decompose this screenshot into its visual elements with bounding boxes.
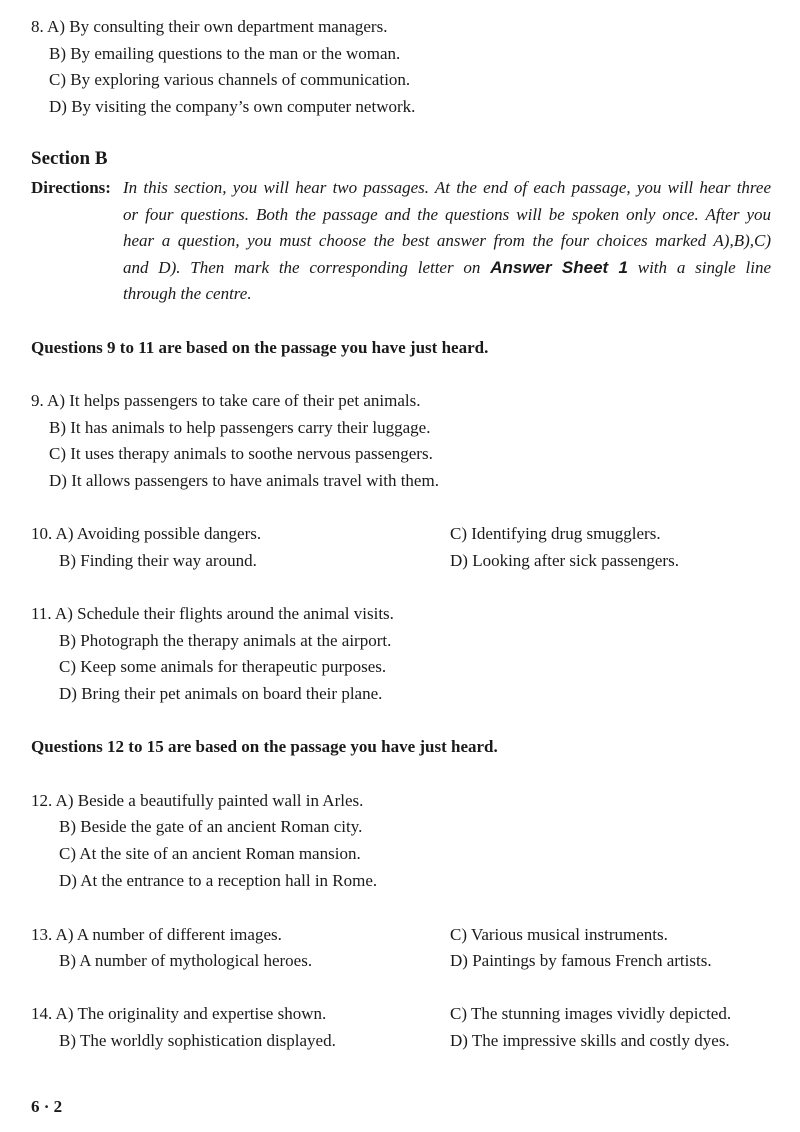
page-number: 6 · 2 <box>31 1097 63 1116</box>
q10-option-b: B) Finding their way around. <box>59 551 257 570</box>
q11-option-a: 11. A) Schedule their flights around the animal visits. <box>31 604 394 623</box>
directions-line-1: In this section, you will hear two passages. At the end of each passage, you will hear three <box>123 178 771 197</box>
q8-option-d: D) By visiting the company’s own computer network. <box>49 97 416 116</box>
questions-9-11-heading: Questions 9 to 11 are based on the passage you have just heard. <box>31 338 489 357</box>
questions-12-15-heading: Questions 12 to 15 are based on the passage you have just heard. <box>31 737 498 756</box>
q14-option-b: B) The worldly sophistication displayed. <box>59 1031 336 1050</box>
directions-line-4-post: with a single line <box>637 258 772 277</box>
directions-line-5: through the centre. <box>123 284 252 303</box>
q9-option-b: B) It has animals to help passengers carry their luggage. <box>49 418 431 437</box>
q8-option-c: C) By exploring various channels of communication. <box>49 70 411 89</box>
directions-line-3: hear a question, you must choose the best answer from the four choices marked A),B),C) <box>123 231 771 250</box>
answer-sheet-label: Answer Sheet 1 <box>490 258 628 277</box>
q8-option-a: 8. A) By consulting their own department managers. <box>31 17 388 36</box>
q14-option-c: C) The stunning images vividly depicted. <box>450 1004 732 1023</box>
q10-option-a: 10. A) Avoiding possible dangers. <box>31 524 262 543</box>
q13-option-d: D) Paintings by famous French artists. <box>450 951 712 970</box>
q8-option-b: B) By emailing questions to the man or the woman. <box>49 44 401 63</box>
directions-label: Directions: <box>31 178 111 197</box>
q9-option-d: D) It allows passengers to have animals travel with them. <box>49 471 439 490</box>
directions-line-4 <box>123 258 771 278</box>
q14-option-d: D) The impressive skills and costly dyes. <box>450 1031 730 1050</box>
q11-option-d: D) Bring their pet animals on board their plane. <box>59 684 383 703</box>
q14-option-a: 14. A) The originality and expertise shown. <box>31 1004 327 1023</box>
q9-option-c: C) It uses therapy animals to soothe nervous passengers. <box>49 444 433 463</box>
q13-option-b: B) A number of mythological heroes. <box>59 951 313 970</box>
q10-option-c: C) Identifying drug smugglers. <box>450 524 661 543</box>
q13-option-a: 13. A) A number of different images. <box>31 925 282 944</box>
q12-option-b: B) Beside the gate of an ancient Roman city. <box>59 817 363 836</box>
q12-option-a: 12. A) Beside a beautifully painted wall in Arles. <box>31 791 364 810</box>
q10-option-d: D) Looking after sick passengers. <box>450 551 679 570</box>
directions-line-2: or four questions. Both the passage and the questions will be spoken only once. After you <box>123 205 771 224</box>
q12-option-c: C) At the site of an ancient Roman mansion. <box>59 844 361 863</box>
q13-option-c: C) Various musical instruments. <box>450 925 668 944</box>
q11-option-c: C) Keep some animals for therapeutic purposes. <box>59 657 387 676</box>
directions-line-4-pre: and D). Then mark the corresponding letter on <box>123 258 481 277</box>
q12-option-d: D) At the entrance to a reception hall in Rome. <box>59 871 378 890</box>
q11-option-b: B) Photograph the therapy animals at the airport. <box>59 631 392 650</box>
q9-option-a: 9. A) It helps passengers to take care of their pet animals. <box>31 391 421 410</box>
section-b-title: Section B <box>31 148 108 169</box>
